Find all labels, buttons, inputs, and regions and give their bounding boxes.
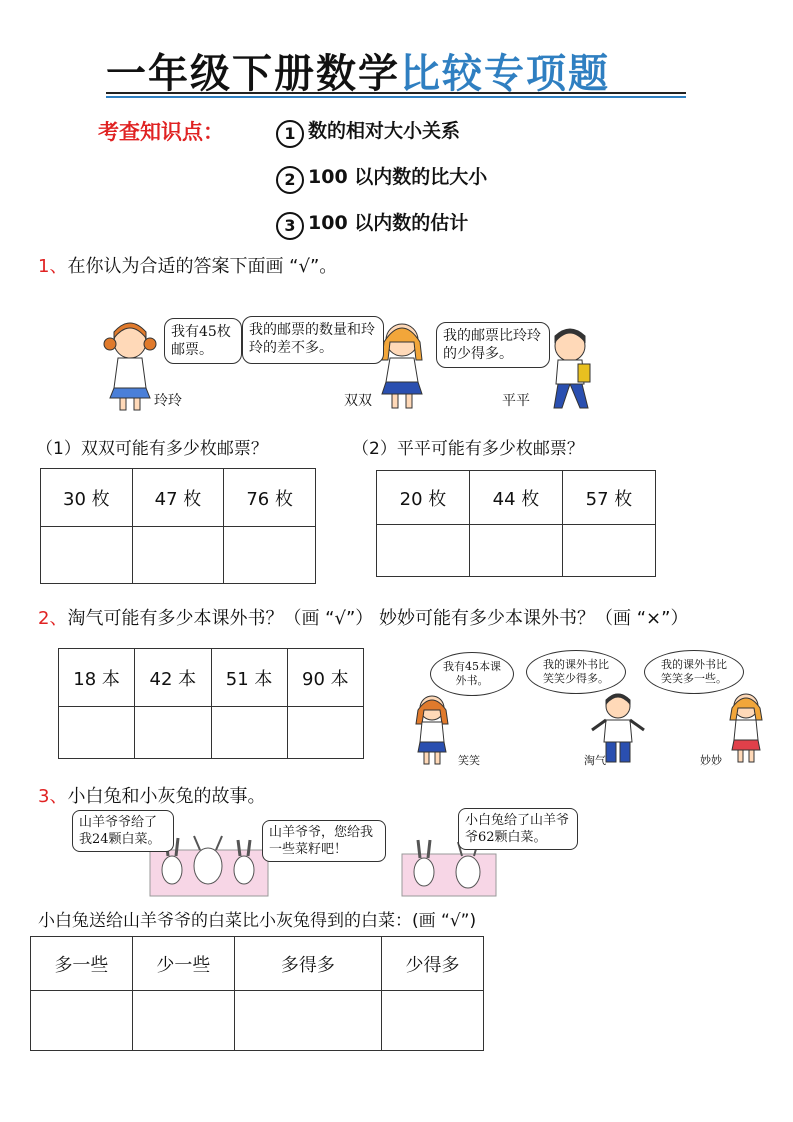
answer-cell[interactable] xyxy=(287,707,363,759)
option-cell: 多一些 xyxy=(31,937,133,991)
title-underline xyxy=(106,92,686,98)
option-cell: 90 本 xyxy=(287,649,363,707)
option-cell: 42 本 xyxy=(135,649,211,707)
speech-bubble-pingping: 我的邮票比玲玲的少得多。 xyxy=(436,322,550,368)
answer-cell[interactable] xyxy=(382,991,484,1051)
question-3 xyxy=(38,782,265,808)
name-shuangshuang: 双双 xyxy=(344,393,372,409)
option-cell: 18 本 xyxy=(59,649,135,707)
option-cell: 少一些 xyxy=(132,937,234,991)
knowledge-point-text: 100 以内数的比大小 xyxy=(308,166,488,188)
circle-number: 2 xyxy=(276,166,304,194)
q1-sub2-answer-table xyxy=(376,470,656,577)
answer-cell[interactable] xyxy=(224,527,316,584)
answer-cell[interactable] xyxy=(41,527,133,584)
knowledge-point-text: 100 以内数的估计 xyxy=(308,212,469,234)
option-cell: 30 枚 xyxy=(41,469,133,527)
option-cell: 44 枚 xyxy=(470,471,563,525)
option-cell: 多得多 xyxy=(234,937,381,991)
title-blue-part: 比较专项题 xyxy=(400,51,610,97)
knowledge-point-3 xyxy=(276,208,468,240)
answer-cell[interactable] xyxy=(59,707,135,759)
question-text: 在你认为合适的答案下面画 “√”。 xyxy=(67,256,338,277)
q1-sub1-text: （1）双双可能有多少枚邮票？ xyxy=(36,439,268,459)
option-cell: 57 枚 xyxy=(563,471,656,525)
name-lingling: 玲玲 xyxy=(154,393,182,409)
boy-pingping-figure xyxy=(554,329,590,408)
speech-bubble-grey-rabbit-request: 山羊爷爷，您给我一些菜籽吧！ xyxy=(262,820,386,862)
knowledge-label: 考查知识点： xyxy=(98,120,224,144)
question-text: 小白兔和小灰兔的故事。 xyxy=(67,786,266,807)
answer-cell[interactable] xyxy=(563,525,656,577)
option-cell: 76 枚 xyxy=(224,469,316,527)
question-text: 淘气可能有多少本课外书？（画 “√”） 妙妙可能有多少本课外书？（画 “×”） xyxy=(67,608,689,629)
answer-cell[interactable] xyxy=(377,525,470,577)
answer-cell[interactable] xyxy=(31,991,133,1051)
speech-bubble-shuangshuang: 我的邮票的数量和玲玲的差不多。 xyxy=(242,316,384,364)
name-pingping: 平平 xyxy=(502,393,530,409)
answer-cell[interactable] xyxy=(470,525,563,577)
girl-lingling-figure xyxy=(104,323,156,410)
q1-sub1-answer-table xyxy=(40,468,316,584)
q1-sub2-text: （2）平平可能有多少枚邮票？ xyxy=(352,439,584,459)
name-miaomiao: 妙妙 xyxy=(700,754,722,767)
title-black-part: 一年级下册数学 xyxy=(106,51,400,97)
thought-bubble-miaomiao: 我的课外书比笑笑多一些。 xyxy=(644,650,744,694)
question-number: 1、 xyxy=(38,256,68,277)
knowledge-point-2 xyxy=(276,162,487,194)
name-xiaoxiao: 笑笑 xyxy=(458,754,480,767)
option-cell: 20 枚 xyxy=(377,471,470,525)
speech-bubble-grey-rabbit: 山羊爷爷给了我24颗白菜。 xyxy=(72,810,174,852)
thought-bubble-xiaoxiao: 我有45本课外书。 xyxy=(430,652,514,696)
question-number: 3、 xyxy=(38,786,68,807)
circle-number: 1 xyxy=(276,120,304,148)
name-taoqi: 淘气 xyxy=(584,754,606,767)
question-2 xyxy=(38,604,688,630)
answer-cell[interactable] xyxy=(234,991,381,1051)
answer-cell[interactable] xyxy=(135,707,211,759)
answer-cell[interactable] xyxy=(132,527,224,584)
answer-cell[interactable] xyxy=(132,991,234,1051)
question-1 xyxy=(38,252,337,278)
question-number: 2、 xyxy=(38,608,68,629)
knowledge-point-1 xyxy=(276,116,460,148)
option-cell: 51 本 xyxy=(211,649,287,707)
speech-bubble-lingling: 我有45枚邮票。 xyxy=(164,318,242,364)
q3-question-text: 小白兔送给山羊爷爷的白菜比小灰兔得到的白菜：(画 “√”) xyxy=(38,911,477,931)
thought-bubble-taoqi: 我的课外书比笑笑少得多。 xyxy=(526,650,626,694)
page-title xyxy=(106,42,610,99)
girl-xiaoxiao-figure xyxy=(416,696,448,764)
option-cell: 少得多 xyxy=(382,937,484,991)
circle-number: 3 xyxy=(276,212,304,240)
girl-miaomiao-figure xyxy=(730,694,762,762)
option-cell: 47 枚 xyxy=(132,469,224,527)
q3-answer-table xyxy=(30,936,484,1051)
q2-answer-table xyxy=(58,648,364,759)
girl-shuangshuang-figure xyxy=(382,324,422,408)
speech-bubble-white-rabbit: 小白兔给了山羊爷爷62颗白菜。 xyxy=(458,808,578,850)
knowledge-point-text: 数的相对大小关系 xyxy=(308,120,461,142)
answer-cell[interactable] xyxy=(211,707,287,759)
